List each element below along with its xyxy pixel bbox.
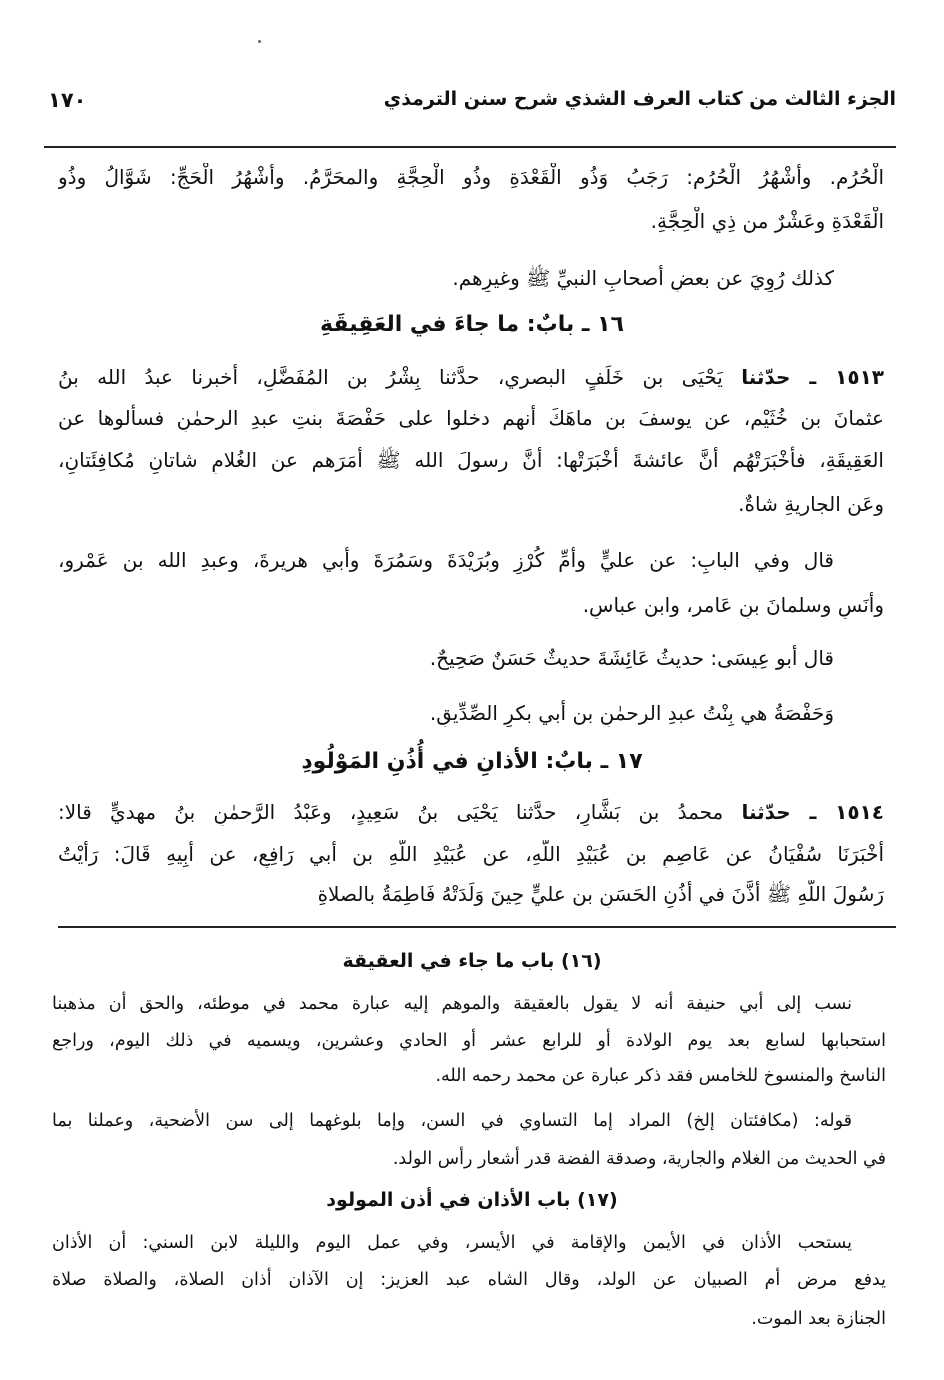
- hadith-text: محمدُ بن بَشَّارٍ، حدَّثنا يَحْيَى بنُ سَعِيدٍ، وعَبْدُ الرَّحمٰنِ بنُ مهديٍّ قالا:: [58, 800, 742, 824]
- commentary-heading-17: (١٧) باب الأذان في أذن المولود: [326, 1189, 618, 1211]
- hadith-text: يَحْيَى بن خَلَفٍ البصري، حدَّثنا بِشْرُ بن المُفَضَّلِ، أخبرنا عبدُ الله بنُ: [58, 365, 742, 389]
- commentary-heading-16: (١٦) باب ما جاء في العقيقة: [342, 950, 602, 972]
- commentary-line: الجنازة بعد الموت.: [751, 1309, 886, 1329]
- text-line: عثمانَ بن خُثَيْم، عن يوسفَ بن ماهَكَ أنهم دخلوا على حَفْصَةَ بنتِ عبدِ الرحمٰنِ فسألوها عن: [58, 406, 884, 430]
- commentary-line: نسب إلى أبي حنيفة أنه لا يقول بالعقيقة والموهم إليه عبارة محمد في موطئه، والحق أن مذهبنا: [52, 994, 852, 1014]
- commentary-line: يدفع مرض أم الصبيان عن الولد، وقال الشاه عبد العزيز: إن الآذان أذان الصلاة، والصلاة صلاة: [52, 1270, 886, 1290]
- commentary-line: استحبابها لسابع بعد يوم الولادة أو للرابع عشر أو الحادي وعشرين، ويسميه في ذلك اليوم، وراجع: [52, 1031, 886, 1051]
- chapter-heading-17: ١٧ ـ بابٌ: الأذانِ في أُذُنِ المَوْلُودِ: [301, 749, 643, 774]
- text-line: كذلك رُوِيَ عن بعضِ أصحابِ النبيِّ ﷺ وغيرِهم.: [452, 266, 834, 290]
- text-line: العَقِيقَةِ، فأَخْبَرَتْهُم أنَّ عائشةَ أَخْبَرَتْها: أنَّ رسولَ الله ﷺ أَمَرَهم عن الغُلامِ شاتانِ مُكافِئَتانِ،: [58, 448, 884, 472]
- hadith-number: ١٥١٤ ـ حدّثنا: [741, 800, 884, 824]
- running-header: [48, 86, 896, 120]
- commentary-line: في الحديث من الغلام والجارية، وصدقة الفضة قدر أشعار رأس الولد.: [392, 1149, 886, 1169]
- hadith-1514-line: [58, 798, 884, 826]
- chapter-heading-16: ١٦ ـ بابٌ: ما جاءَ في العَقِيقَةِ: [320, 312, 624, 337]
- text-line: الْقَعْدَةِ وعَشْرٌ من ذِي الْحِجَّةِ.: [650, 209, 884, 233]
- header-rule: [44, 146, 896, 148]
- commentary-line: الناسخ والمنسوخ للخامس فقد ذكر عبارة عن محمد رحمه الله.: [435, 1066, 886, 1086]
- hadith-1513-line: [58, 363, 884, 391]
- text-line: وعَن الجاريةِ شاةٌ.: [738, 492, 884, 516]
- text-line: قال أبو عِيسَى: حديثُ عَائِشَةَ حديثٌ حَسَنٌ صَحِيحٌ.: [429, 646, 834, 670]
- text-line: وأنَسٍ وسلمانَ بنِ عَامر، وابن عباسٍ.: [582, 593, 884, 617]
- hadith-number: ١٥١٣ ـ حدّثنا: [741, 365, 884, 389]
- text-line: أَخْبَرَنَا سُفْيَانُ عن عَاصِمِ بن عُبَيْدِ اللَّهِ، عن عُبَيْدِ اللَّهِ بن أبي رَافِعٍ، عن أَبِيهِ قَالَ: رَأَيْتُ: [58, 842, 884, 866]
- text-line: رَسُولَ اللَّهِ ﷺ أَذَّنَ في أُذُنِ الحَسَنِ بن عليٍّ حِينَ وَلَدَتْهُ فَاطِمَةُ بالصلاةِ: [317, 882, 884, 906]
- commentary-line: يستحب الأذان في الأيمن والإقامة في الأيسر، وفي عمل اليوم والليلة لابن السني: أن الأذان: [52, 1233, 852, 1253]
- page-number: ١٧٠: [48, 88, 87, 112]
- text-line: قال وفي البابِ: عن عليٍّ وأُمِّ كُرْزٍ وبُرَيْدَةَ وسَمُرَةَ وأبي هريرةَ، وعبدِ الله بن عَمْرو،: [58, 548, 834, 572]
- footnote-separator: [58, 926, 896, 928]
- commentary-line: قوله: (مكافئتان إلخ) المراد إما التساوي في السن، وإما بلوغهما إلى سن الأضحية، وعملنا بما: [52, 1111, 852, 1131]
- text-line: الْحُرُم. وأشْهُرُ الْحُرُم: رَجَبُ وَذُو الْقَعْدَةِ وذُو الْحِجَّةِ والمحَرَّمُ. وأشْهُرُ الْحَجِّ: شَوَّالُ وذُو: [58, 165, 884, 189]
- text-line: وَحَفْصَةُ هي بِنْتُ عبدِ الرحمٰنِ بن أبي بكرٍ الصِّدِّيقِ.: [429, 701, 834, 725]
- scan-speck: [258, 40, 261, 43]
- header-title: الجزء الثالث من كتاب العرف الشذي شرح سنن الترمذي: [383, 88, 896, 110]
